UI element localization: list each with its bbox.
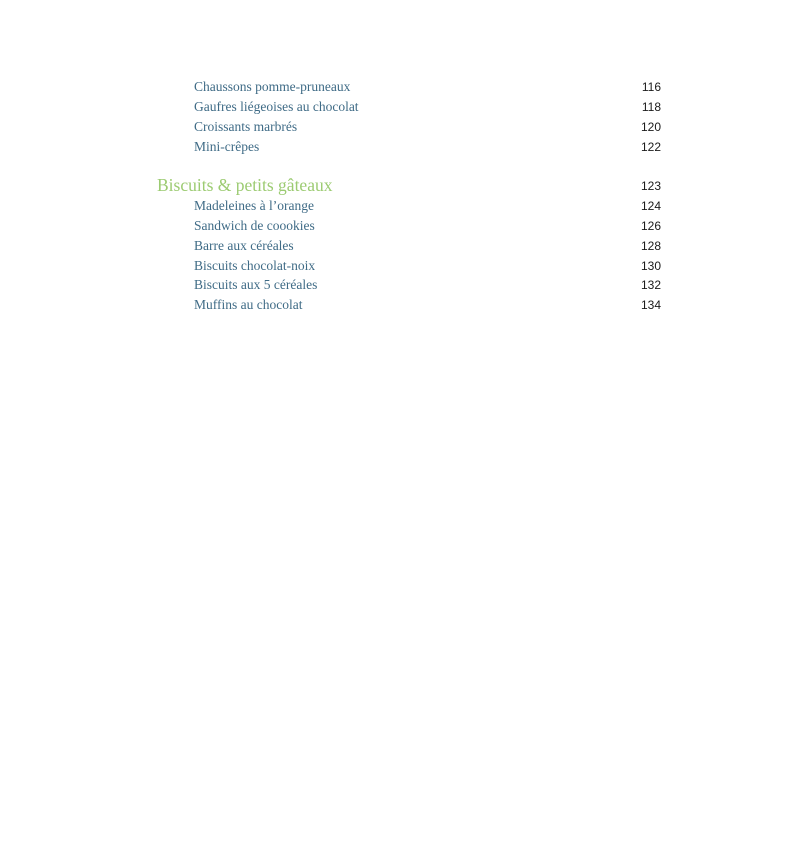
toc-entry [0, 275, 800, 295]
toc-entry-title: Mini-crêpes [194, 139, 260, 154]
toc-entry-title: Madeleines à l’orange [194, 198, 314, 213]
toc-entry-title: Barre aux céréales [194, 238, 294, 253]
toc-entry-title: Gaufres liégeoises au chocolat [194, 99, 359, 114]
toc-entry [0, 77, 800, 97]
toc-entry-title: Croissants marbrés [194, 119, 298, 134]
toc-entry [0, 196, 800, 216]
toc-entry [0, 216, 800, 236]
toc-entry [0, 236, 800, 256]
toc-entry-page: 120 [640, 120, 661, 134]
toc-entry-page: 122 [640, 140, 661, 154]
toc-entry-title: Biscuits chocolat-noix [194, 258, 316, 273]
toc-entry-page: 124 [640, 199, 661, 213]
toc-entry-page: 116 [641, 80, 661, 94]
toc-entry [0, 295, 800, 315]
toc-entry [0, 137, 800, 157]
toc-entry-title: Muffins au chocolat [194, 297, 303, 312]
toc-entry [0, 256, 800, 276]
toc-entry-page: 126 [640, 219, 661, 233]
toc-entry-title: Sandwich de coookies [194, 218, 315, 233]
toc-entry-page: 132 [640, 278, 661, 292]
toc-section-heading [0, 174, 800, 198]
toc-entry [0, 97, 800, 117]
toc-entry-page: 128 [640, 239, 661, 253]
toc-entry-title: Biscuits aux 5 céréales [194, 277, 318, 292]
section-page: 123 [640, 179, 661, 193]
toc-entry [0, 117, 800, 137]
toc-entry-page: 134 [640, 298, 661, 312]
toc-entry-page: 130 [640, 259, 661, 273]
section-title: Biscuits & petits gâteaux [157, 175, 333, 195]
toc-entry-page: 118 [641, 100, 661, 114]
toc-entry-title: Chaussons pomme-pruneaux [194, 79, 351, 94]
